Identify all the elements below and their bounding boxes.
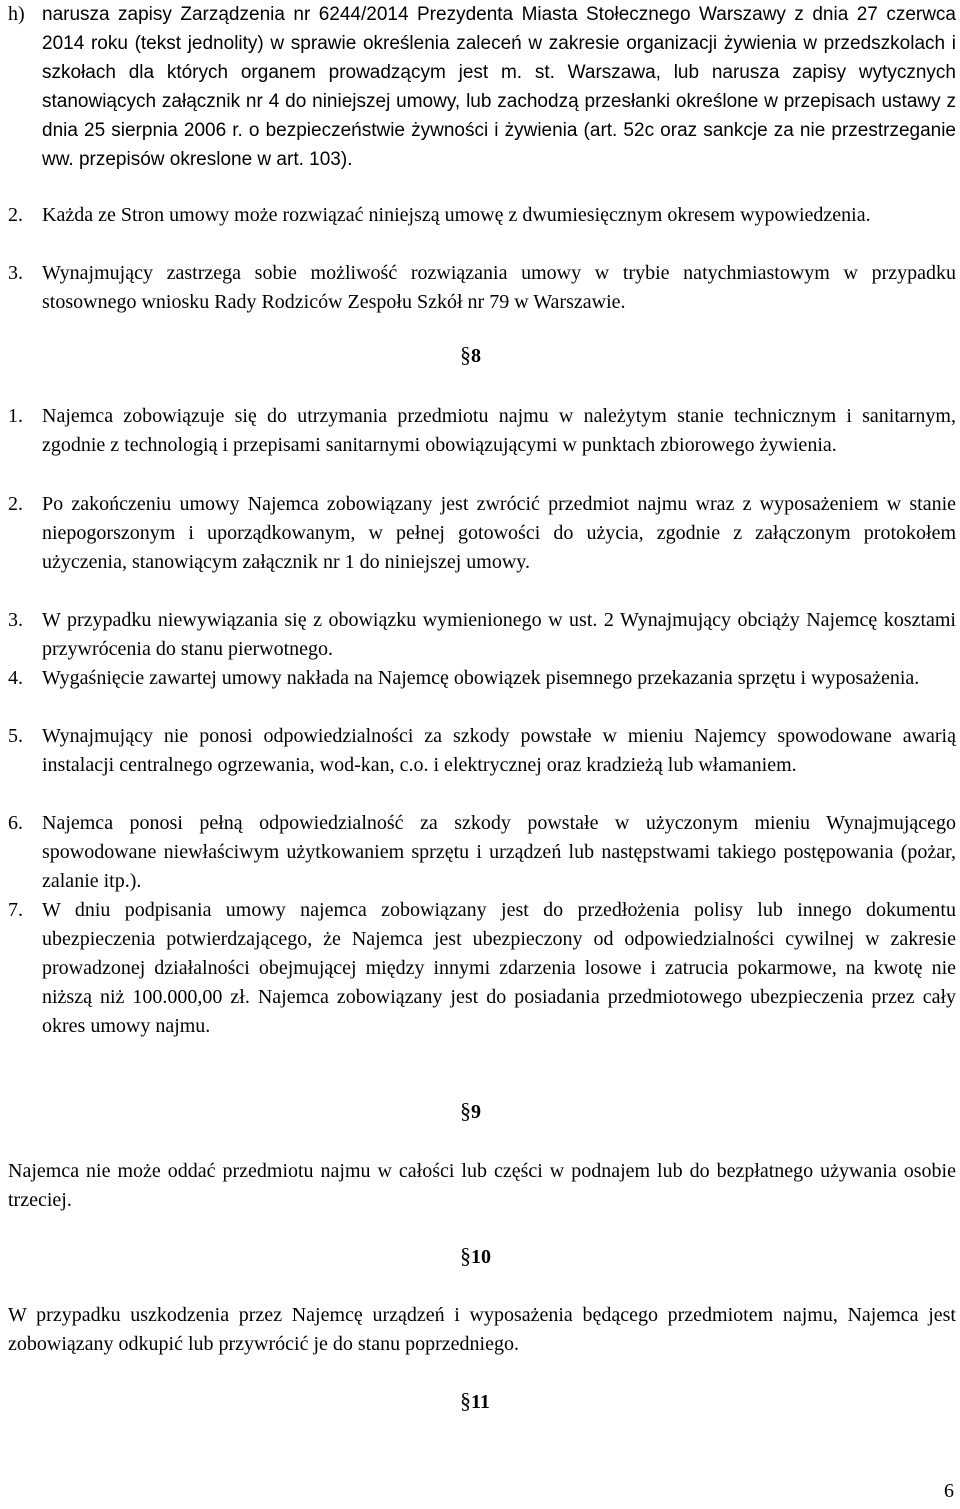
section-symbol: § [460,1243,471,1268]
item-text: Wynajmujący nie ponosi odpowiedzialności za szkody powstałe w mieniu Najemcy spowodowane awarią instalacji centralnego ogrzewania, wod-kan, c.o. i elektrycznej oraz kradzieżą lub włamaniem. [42,725,956,776]
item-text: Po zakończeniu umowy Najemca zobowiązany jest zwrócić przedmiot najmu wraz z wyposażeniem w stanie niepogorszonym i uporządkowanym, w pełnej gotowości do użycia, zgodnie z załączonym protokołem użyczenia, stanowiącym załącznik nr 1 do niniejszej umowy. [42,493,956,573]
section-symbol: § [460,1388,471,1413]
section-number: 11 [471,1391,490,1413]
list-item-7-2 [8,201,956,230]
page-number: 6 [944,1480,954,1502]
item-number: 7. [8,899,23,921]
list-item-h [8,0,956,174]
item-number: 4. [8,667,23,689]
list-item-8-1 [8,402,956,460]
section-heading-11 [460,1388,520,1414]
list-item-8-6 [8,809,956,896]
section-heading-9 [460,1098,520,1124]
list-item-8-7 [8,896,956,1041]
section-heading-10 [460,1243,520,1269]
item-number: 1. [8,405,23,427]
list-item-8-3 [8,606,956,664]
item-text: Wynajmujący zastrzega sobie możliwość rozwiązania umowy w trybie natychmiastowym w przypadku stosownego wniosku Rady Rodziców Zespołu Szkół nr 79 w Warszawie. [42,262,956,313]
list-item-8-4 [8,664,956,693]
section-heading-8 [460,342,520,368]
section-number: 9 [471,1101,481,1123]
section-number: 10 [471,1246,491,1268]
list-item-8-2 [8,490,956,577]
item-number: h) [8,3,25,25]
list-item-8-5 [8,722,956,780]
paragraph-9: Najemca nie może oddać przedmiotu najmu w całości lub części w podnajem lub do bezpłatnego używania osobie trzeciej. [8,1160,956,1211]
item-text: Wygaśnięcie zawartej umowy nakłada na Najemcę obowiązek pisemnego przekazania sprzętu i wyposażenia. [42,667,920,689]
list-item-7-3 [8,259,956,317]
item-number: 2. [8,204,23,226]
item-number: 6. [8,812,23,834]
item-text: Najemca zobowiązuje się do utrzymania przedmiotu najmu w należytym stanie technicznym i sanitarnym, zgodnie z technologią i przepisami sanitarnymi obowiązującymi w punktach zbiorowego żywienia. [42,405,956,456]
item-number: 2. [8,493,23,515]
item-number: 5. [8,725,23,747]
section-number: 8 [471,345,481,367]
item-text: W przypadku niewywiązania się z obowiązku wymienionego w ust. 2 Wynajmujący obciąży Najemcę kosztami przywrócenia do stanu pierwotnego. [42,609,956,660]
paragraph-10: W przypadku uszkodzenia przez Najemcę urządzeń i wyposażenia będącego przedmiotem najmu, Najemca jest zobowiązany odkupić lub przywrócić je do stanu poprzedniego. [8,1304,956,1355]
item-number: 3. [8,609,23,631]
item-number: 3. [8,262,23,284]
section-symbol: § [460,1098,471,1123]
section-symbol: § [460,342,471,367]
item-text: Najemca ponosi pełną odpowiedzialność za szkody powstałe w użyczonym mieniu Wynajmującego spowodowane niewłaściwym użytkowaniem sprzętu i urządzeń lub następstwami takiego postępowania (pożar, zalanie itp.). [42,812,956,892]
item-text: Każda ze Stron umowy może rozwiązać niniejszą umowę z dwumiesięcznym okresem wypowiedzenia. [42,204,871,226]
item-text: W dniu podpisania umowy najemca zobowiązany jest do przedłożenia polisy lub innego dokumentu ubezpieczenia potwierdzającego, że Najemca jest ubezpieczony od odpowiedzialności cywilnej w zakresie prowadzonej działalności obejmującej między innymi zdarzenia losowe i zatrucia pokarmowe, na kwotę nie niższą niż 100.000,00 zł. Najemca zobowiązany jest do posiadania przedmiotowego ubezpieczenia przez cały okres umowy najmu. [42,899,956,1037]
item-text: narusza zapisy Zarządzenia nr 6244/2014 Prezydenta Miasta Stołecznego Warszawy z dnia 27 czerwca 2014 roku (tekst jednolity) w sprawie określenia zaleceń w zakresie organizacji żywienia w przedszkolach i szkołach dla których organem prowadzącym jest m. st. Warszawa, lub narusza zapisy wytycznych stanowiących załącznik nr 4 do niniejszej umowy, lub zachodzą przesłanki określone w przepisach ustawy z dnia 25 sierpnia 2006 r. o bezpieczeństwie żywności i żywienia (art. 52c oraz sankcje za nie przestrzeganie ww. przepisów okreslone w art. 103). [42,4,956,170]
